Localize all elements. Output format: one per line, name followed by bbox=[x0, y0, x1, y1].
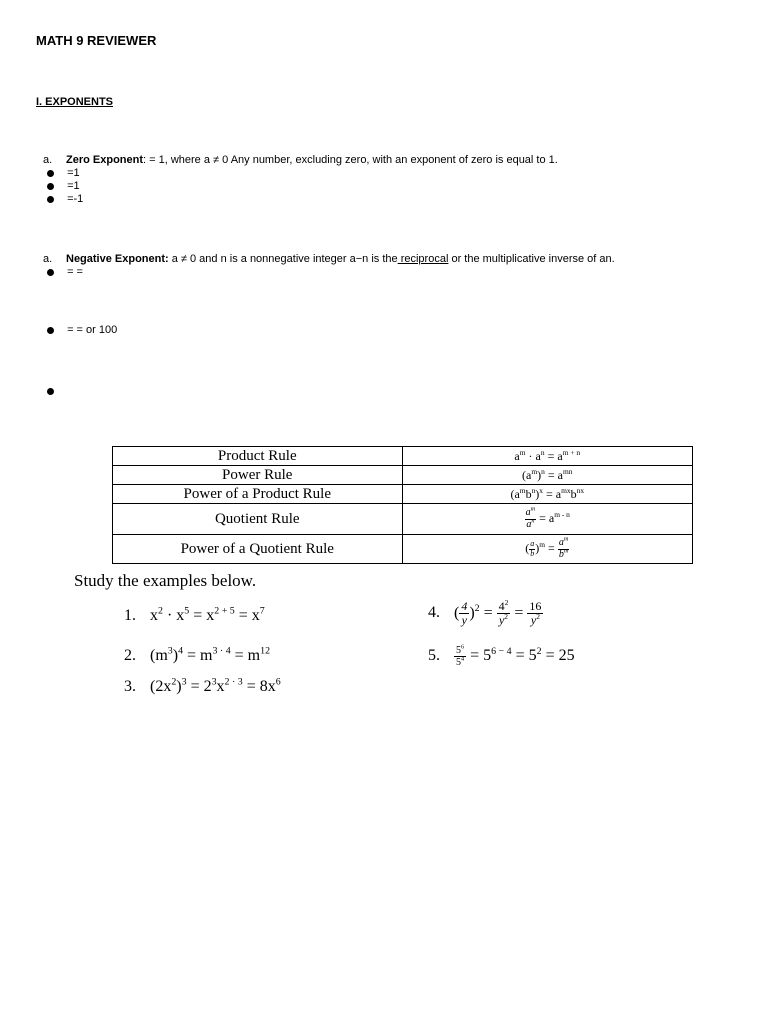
example-item: 4. ( $\frac{4}{y}$ )$^2$ = $\frac{4^2}{y^2}$ = $\frac{16}{y^2}$ bbox=[428, 598, 542, 628]
example-item: 1. $x^2 \cdot x^5 = x^{2 + 5} = x^7$ bbox=[124, 605, 265, 624]
exponent-rules-table bbox=[112, 446, 693, 564]
table-row bbox=[113, 466, 693, 485]
bullet-icon bbox=[47, 327, 54, 334]
bullet-text: = = or 100 bbox=[67, 324, 118, 336]
example-number: 1. bbox=[124, 607, 136, 624]
table-row bbox=[113, 535, 693, 564]
bullet-icon bbox=[47, 388, 54, 395]
bullet-text: = = bbox=[67, 266, 83, 278]
fraction: $\frac{a}{b}$ bbox=[530, 539, 535, 558]
example-item: 2. $(m^3)^4 = m^{3 \cdot 4} = m^{12}$ bbox=[124, 645, 271, 664]
examples-heading: Study the examples below. bbox=[74, 571, 257, 590]
bullet-text: =1 bbox=[67, 180, 80, 192]
list-item bbox=[47, 193, 83, 205]
zero-exponent-item bbox=[66, 154, 558, 166]
example-number: 4. bbox=[428, 604, 440, 622]
rule-name: Power Rule bbox=[113, 466, 403, 485]
reciprocal-term: reciprocal bbox=[397, 253, 449, 265]
section-heading: I. EXPONENTS bbox=[36, 96, 114, 108]
example-item: 3. $(2x^2)^3 = 2^3x^{2 \cdot 3} = 8x^6$ bbox=[124, 676, 281, 695]
document-title: MATH 9 REVIEWER bbox=[36, 33, 157, 48]
bullet-text: =1 bbox=[67, 167, 80, 179]
bullet-icon bbox=[47, 269, 54, 276]
table-row bbox=[113, 485, 693, 504]
list-item bbox=[47, 167, 80, 179]
bullet-icon bbox=[47, 183, 54, 190]
list-marker: a. bbox=[43, 253, 53, 265]
fraction: $\frac{a^m}{a^n}$ bbox=[525, 505, 536, 530]
rule-formula: ( $\frac{a}{b}$ )$^m$ = $\frac{a^m}{b^m}$ bbox=[402, 535, 692, 564]
fraction: $\frac{a^m}{b^m}$ bbox=[558, 535, 569, 560]
fraction: $\frac{4^2}{y^2}$ bbox=[498, 598, 509, 628]
example-number: 5. bbox=[428, 647, 440, 665]
negative-exponent-item bbox=[66, 253, 615, 265]
rule-name: Product Rule bbox=[113, 447, 403, 466]
rule-formula: $(a^m)^n = a^{mn}$ bbox=[402, 466, 692, 485]
example-item: 5. $\frac{5^6}{5^4}$ = $5^{6 - 4} = 5^2 = 25$ bbox=[428, 643, 575, 668]
list-marker: a. bbox=[43, 154, 53, 166]
list-item bbox=[47, 266, 83, 278]
bullet-icon bbox=[47, 170, 54, 177]
fraction: $\frac{16}{y^2}$ bbox=[529, 599, 542, 628]
fraction: $\frac{4}{y}$ bbox=[461, 599, 468, 628]
negative-exponent-text-end: or the multiplicative inverse of an. bbox=[448, 253, 615, 265]
bullet-icon bbox=[47, 196, 54, 203]
rule-name: Power of a Quotient Rule bbox=[113, 535, 403, 564]
rule-name: Quotient Rule bbox=[113, 504, 403, 535]
rule-name: Power of a Product Rule bbox=[113, 485, 403, 504]
list-item bbox=[47, 385, 64, 397]
rule-formula: $(a^mb^n)^x = a^{mx}b^{nx}$ bbox=[402, 485, 692, 504]
negative-exponent-text: a ≠ 0 and n is a nonnegative integer a−n is the bbox=[168, 253, 398, 265]
example-number: 3. bbox=[124, 678, 136, 695]
negative-exponent-label: Negative Exponent: bbox=[66, 253, 169, 265]
example-number: 2. bbox=[124, 647, 136, 664]
clipped-scan-line bbox=[112, 436, 693, 442]
table-row bbox=[113, 504, 693, 535]
bullet-text: =-1 bbox=[67, 193, 84, 205]
table-row bbox=[113, 447, 693, 466]
list-item bbox=[47, 180, 80, 192]
rule-formula: $a^m \cdot a^n = a^{m + n}$ bbox=[402, 447, 692, 466]
list-item bbox=[47, 324, 117, 336]
fraction: $\frac{5^6}{5^4}$ bbox=[456, 643, 465, 668]
zero-exponent-text: : = 1, where a ≠ 0 Any number, excluding zero, with an exponent of zero is equal to 1. bbox=[143, 154, 558, 166]
rule-formula: $\frac{a^m}{a^n}$ = $a^{m - n}$ bbox=[402, 504, 692, 535]
zero-exponent-label: Zero Exponent bbox=[66, 154, 144, 166]
